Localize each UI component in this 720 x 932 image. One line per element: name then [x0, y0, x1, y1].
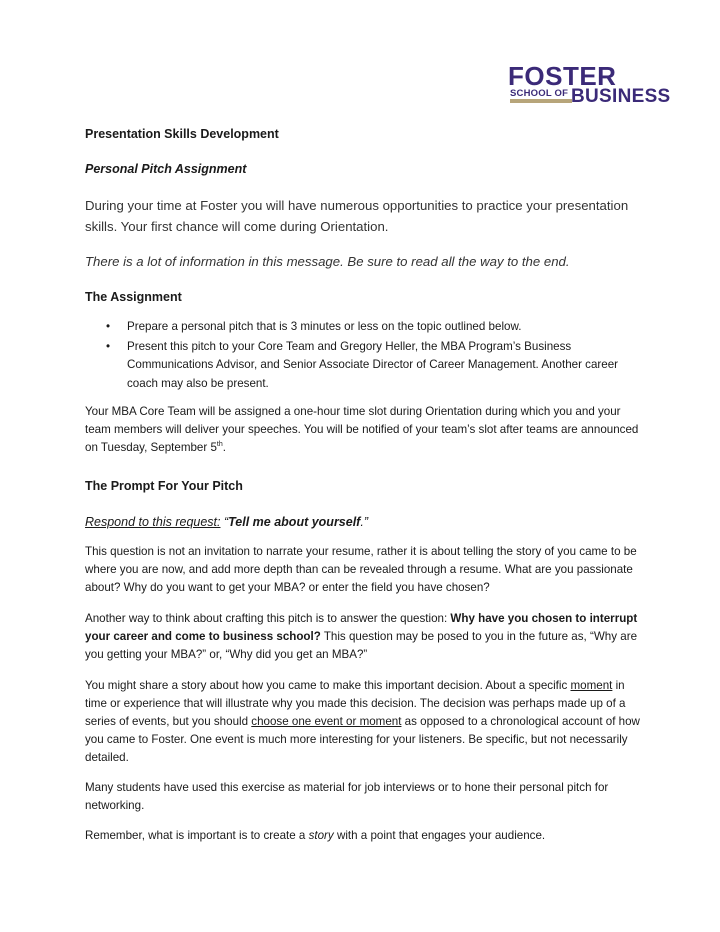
request-bold-text: Tell me about yourself [228, 515, 361, 529]
document-title: Presentation Skills Development [85, 127, 279, 141]
list-item [85, 338, 645, 394]
assignment-bullet-list [85, 318, 645, 394]
assignment-paragraph [85, 403, 645, 457]
prompt-paragraph-1: This question is not an invitation to narrate your resume, rather it is about telling the story of you came to be where you are now, and add more depth than can be revealed through a resume. What are you passionate about? Why do you want to get your MBA? or enter the field you have chosen? [85, 545, 637, 594]
foster-logo [508, 63, 678, 109]
prompt-paragraph-5 [85, 827, 645, 845]
logo-business-text: BUSINESS [571, 86, 671, 107]
request-close-quote: .” [360, 515, 368, 529]
notice-paragraph: There is a lot of information in this message. Be sure to read all the way to the end. [85, 254, 570, 269]
assignment-heading: The Assignment [85, 290, 182, 304]
document-subtitle: Personal Pitch Assignment [85, 162, 247, 176]
list-item [85, 318, 645, 337]
bullet-icon: • [106, 320, 111, 333]
p3-underline-choice: choose one event or moment [251, 715, 402, 728]
prompt-paragraph-4: Many students have used this exercise as material for job interviews or to hone their personal pitch for networking. [85, 781, 609, 812]
p5-story: story [308, 829, 334, 842]
logo-foster-text: FOSTER [508, 61, 617, 91]
p2-end: This question may be posed to you in the future as, “Why are you getting your MBA?” or, “Why did you get an MBA?” [85, 630, 638, 661]
intro-line-2: skills. Your first chance will come during Orientation. [85, 219, 389, 234]
bullet-text: Prepare a personal pitch that is 3 minutes or less on the topic outlined below. [127, 320, 522, 333]
prompt-paragraph-2 [85, 610, 645, 664]
intro-paragraph [85, 195, 645, 237]
date-superscript: th [216, 441, 223, 449]
request-line [85, 513, 645, 531]
p3-c: as opposed to a chronological account of how you came to Foster. One event is much more interesting for your listeners. Be specific, but not necessarily detailed. [85, 715, 640, 764]
assignment-paragraph-end: . [222, 441, 226, 454]
p3-b: in time or experience that will illustrate why you made this decision. The decision was perhaps made up of a series of events, but you should [85, 679, 626, 728]
logo-school-of-text: SCHOOL OF [510, 88, 569, 99]
bullet-icon: • [106, 339, 111, 353]
p5-a: Remember, what is important is to create a [85, 829, 309, 842]
intro-line-1: During your time at Foster you will have numerous opportunities to practice your presentation [85, 198, 629, 213]
prompt-heading: The Prompt For Your Pitch [85, 479, 243, 493]
logo-gold-bar [510, 99, 572, 103]
p3-a: You might share a story about how you came to make this important decision. About a specific [85, 679, 571, 692]
p5-b: with a point that engages your audience. [333, 829, 546, 842]
assignment-paragraph-text: Your MBA Core Team will be assigned a one-hour time slot during Orientation during which you and your team members will deliver your speeches. You will be notified of your team’s slot after teams are announced on Tuesday, September 5 [85, 405, 639, 454]
prompt-paragraph-3 [85, 677, 645, 767]
p2-start: Another way to think about crafting this pitch is to answer the question: [85, 612, 451, 625]
bullet-text: Present this pitch to your Core Team and Gregory Heller, the MBA Program’s Business Communications Advisor, and Senior Associate Director of Career Management. Another career coach may also be present. [127, 339, 619, 390]
p2-bold: Why have you chosen to interrupt your career and come to business school? [85, 612, 638, 643]
request-open-quote: “ [220, 515, 229, 529]
request-label: Respond to this request: [85, 515, 221, 529]
p3-underline-moment: moment [570, 679, 613, 692]
